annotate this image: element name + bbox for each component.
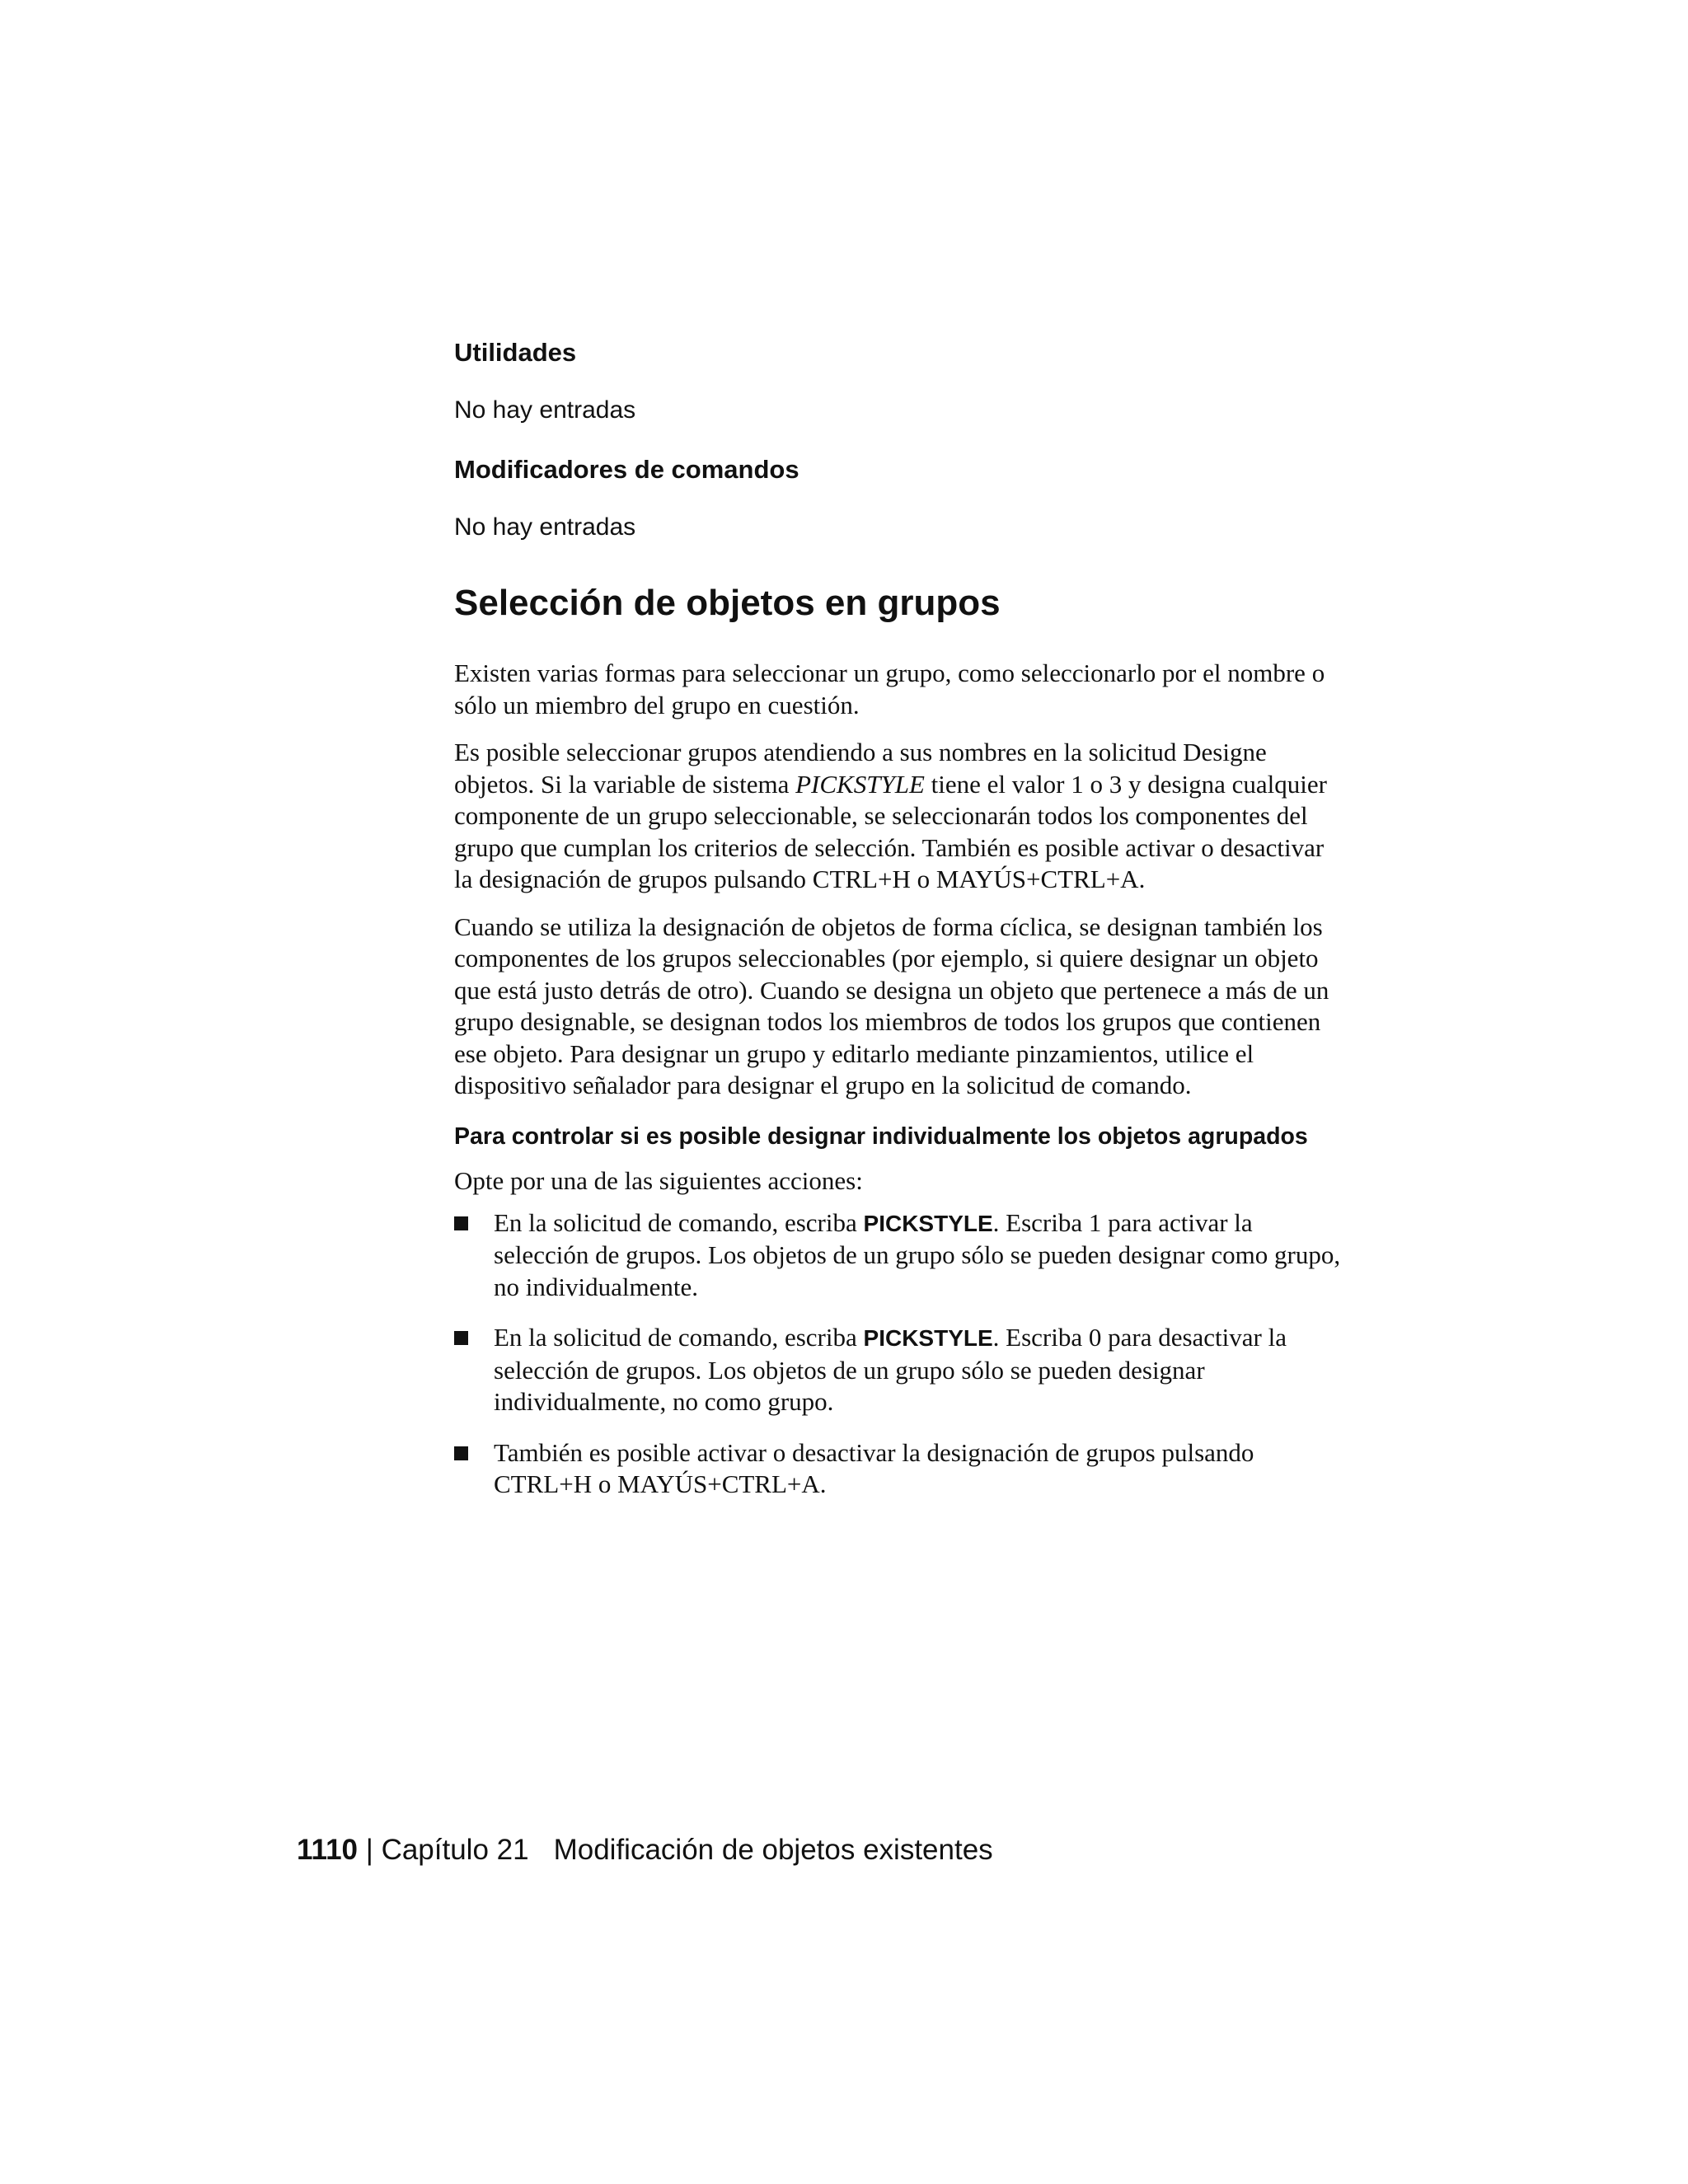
page-content [454,336,1344,1520]
modificadores-text: No hay entradas [454,513,636,541]
footer-separator: | [365,1834,373,1866]
procedure-intro: Opte por una de las siguientes acciones: [454,1165,863,1195]
command-name: PICKSTYLE [863,1325,993,1351]
footer-chapter-title: Modificación de objetos existentes [553,1834,993,1866]
list-item [454,1322,1344,1418]
utilidades-text: No hay entradas [454,396,636,424]
paragraph-intro: Existen varias formas para seleccionar un grupo, como seleccionarlo por el nombre o sólo un miembro del grupo en cuestión. [454,658,1325,719]
list-item-before: En la solicitud de comando, escriba [494,1323,864,1352]
paragraph-pickstyle-after: tiene el valor 1 o 3 y designa cualquier componente de un grupo seleccionable, se seleccionarán todos los componentes del grupo que cumplan los criterios de selección. También es posible activar o desactivar la designación de grupos pulsando CTRL+H o MAYÚS+CTRL+A. [454,769,1327,893]
section-title: Selección de objetos en grupos [454,583,1001,623]
page-footer [297,1830,993,1870]
paragraph-pickstyle [454,737,1344,896]
utilidades-heading: Utilidades [454,338,577,367]
procedure-title: Para controlar si es posible designar individualmente los objetos agrupados [454,1122,1308,1150]
square-bullet-icon [454,1331,468,1345]
command-name: PICKSTYLE [863,1210,993,1236]
procedure-list [454,1207,1344,1501]
list-item-before: En la solicitud de comando, escriba [494,1207,864,1237]
paragraph-pickstyle-before: Es posible seleccionar grupos atendiendo a sus nombres en la solicitud Designe objetos. Si la variable de sistema [454,738,1267,799]
footer-chapter: Capítulo 21 [381,1834,529,1866]
list-item [454,1437,1344,1501]
square-bullet-icon [454,1216,468,1230]
page-number: 1110 [297,1834,358,1866]
pickstyle-variable: PICKSTYLE [795,769,925,799]
list-item-after: . Escriba 1 para activar la selección de grupos. Los objetos de un grupo sólo se pueden designar como grupo, no individualmente. [494,1207,1341,1301]
list-item-after: . Escriba 0 para desactivar la selección de grupos. Los objetos de un grupo sólo se pueden designar individualmente, no como grupo. [494,1323,1287,1416]
paragraph-cyclic: Cuando se utiliza la designación de objetos de forma cíclica, se designan también los componentes de los grupos seleccionables (por ejemplo, si quiere designar un objeto que está justo detrás de otro). Cuando se designa un objeto que pertenece a más de un grupo designable, se designan todos los miembros de todos los grupos que contienen ese objeto. Para designar un grupo y editarlo mediante pinzamientos, utilice el dispositivo señalador para designar el grupo en la solicitud de comando. [454,912,1329,1099]
square-bullet-icon [454,1446,468,1460]
modificadores-heading: Modificadores de comandos [454,455,799,484]
list-item-text: También es posible activar o desactivar la designación de grupos pulsando CTRL+H o MAYÚS+CTRL+A. [494,1437,1254,1498]
list-item [454,1207,1344,1304]
